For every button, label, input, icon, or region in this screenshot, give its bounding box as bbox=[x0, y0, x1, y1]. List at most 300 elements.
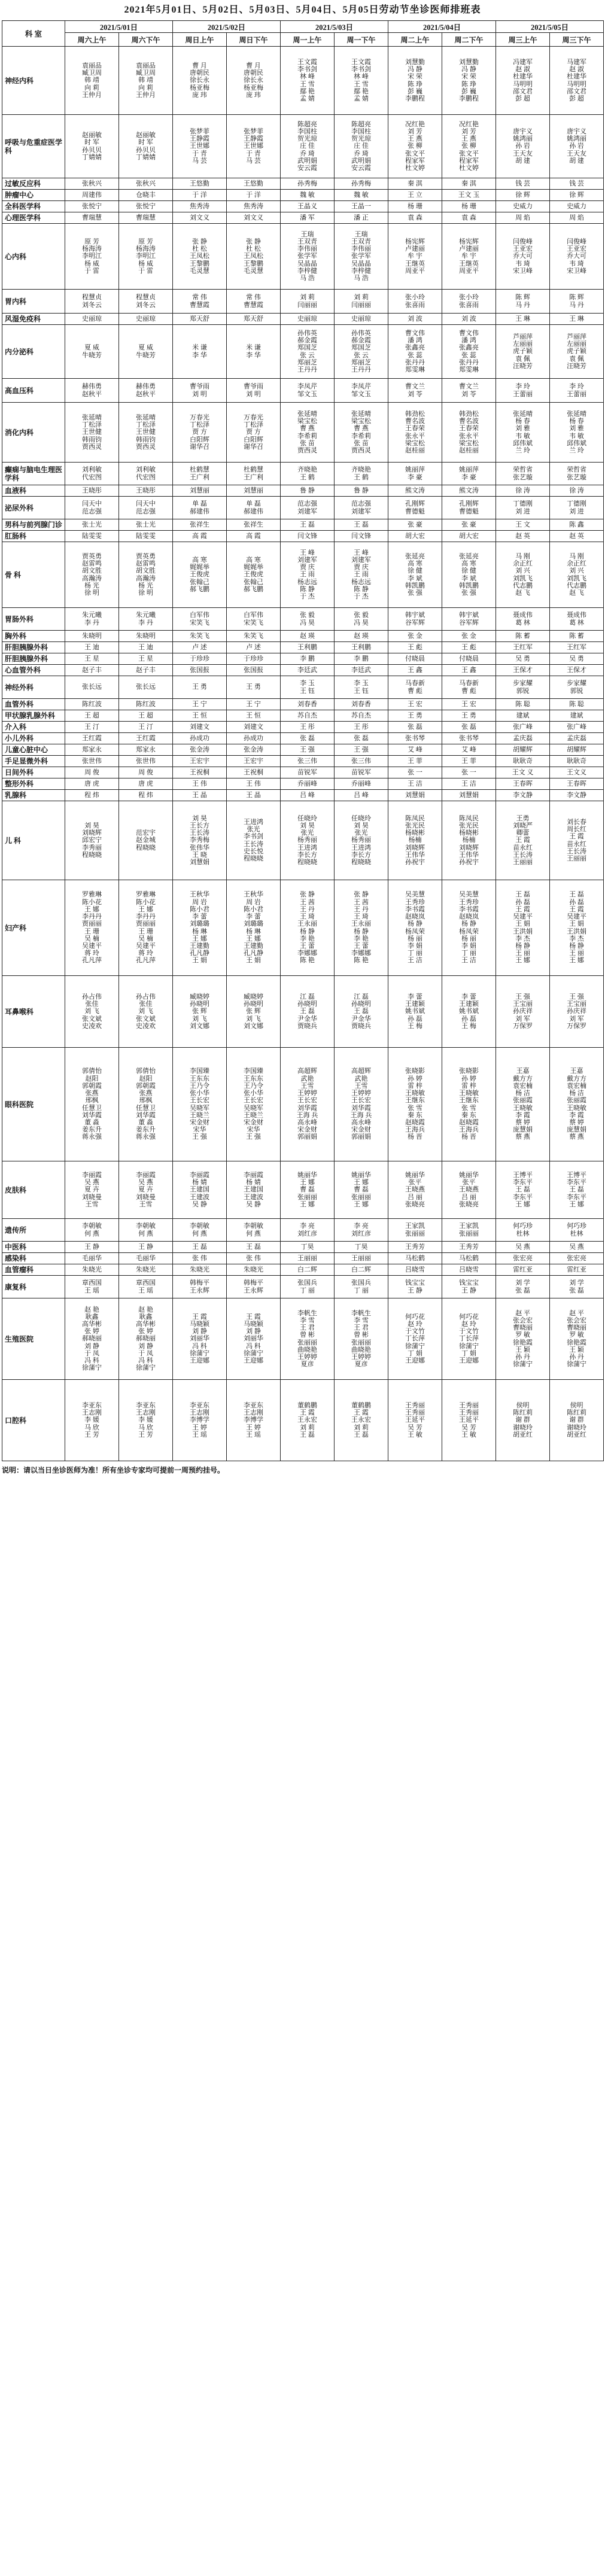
session-cell bbox=[119, 608, 173, 631]
session-cell bbox=[173, 190, 227, 201]
doctor-name: 张士光 bbox=[136, 521, 156, 528]
doctor-name: 曹名波 bbox=[459, 418, 479, 425]
doctor-name: 吕 丽 bbox=[408, 1193, 422, 1201]
doctor-name: 王宏宇 bbox=[190, 757, 210, 765]
session-cell bbox=[65, 733, 119, 744]
doctor-name: 何巧珍 bbox=[567, 1222, 587, 1230]
dept-name: 血管外科 bbox=[2, 699, 65, 710]
doctor-name: 宋金财 bbox=[244, 1118, 264, 1126]
session-cell bbox=[227, 880, 281, 976]
session-cell bbox=[119, 733, 173, 744]
doctor-name: 毛灵慧 bbox=[190, 267, 210, 275]
doctor-name: 王 晓 bbox=[192, 851, 207, 859]
doctor-name: 刘建文 bbox=[244, 723, 264, 731]
dept-name: 肝胆胰腺外科 bbox=[2, 642, 65, 653]
doctor-name: 建斌 bbox=[570, 711, 583, 719]
doctor-name: 宋卫峰 bbox=[567, 267, 587, 275]
session-cell bbox=[65, 379, 119, 403]
doctor-name: 王世健 bbox=[82, 428, 102, 436]
doctor-name: 程 炜 bbox=[84, 791, 99, 799]
session-cell bbox=[281, 497, 335, 519]
session-cell bbox=[442, 47, 496, 115]
dept-row bbox=[2, 733, 604, 744]
doctor-name: 冯 静 bbox=[408, 66, 422, 74]
session-cell bbox=[119, 403, 173, 463]
dept-row bbox=[2, 212, 604, 224]
doctor-name: 孙庆祥 bbox=[567, 1008, 587, 1015]
doctor-name: 赫伟勇 bbox=[136, 383, 156, 391]
session-cell bbox=[227, 642, 281, 653]
doctor-name: 王 磊 bbox=[192, 1243, 207, 1251]
session-cell bbox=[388, 115, 442, 178]
session-cell bbox=[496, 542, 550, 608]
session-cell bbox=[496, 497, 550, 519]
doctor-name: 周 焰 bbox=[515, 214, 530, 221]
doctor-name: 王伟华 bbox=[459, 851, 479, 859]
doctor-name: 张祥生 bbox=[190, 521, 210, 528]
doctor-name: 刘 静 bbox=[246, 1328, 261, 1336]
doctor-name: 夏 威 bbox=[138, 344, 153, 352]
doctor-name: 王丹丹 bbox=[351, 366, 372, 373]
session-cell bbox=[335, 1298, 388, 1380]
doctor-name: 王瑞 bbox=[354, 230, 368, 238]
doctor-name: 李 豪 bbox=[408, 473, 422, 481]
dept-row bbox=[2, 379, 604, 403]
doctor-name: 范志强 bbox=[351, 500, 372, 508]
doctor-name: 曹德魁 bbox=[459, 507, 479, 515]
dept-name: 中医科 bbox=[2, 1242, 65, 1253]
session-cell bbox=[496, 1264, 550, 1276]
doctor-name: 王建国 bbox=[190, 1186, 210, 1194]
session-cell bbox=[227, 379, 281, 403]
doctor-name: 杨 静 bbox=[515, 942, 530, 950]
doctor-name: 韦 琦 bbox=[569, 260, 584, 267]
doctor-name: 唐宇义 bbox=[513, 127, 533, 135]
doctor-name: 王东东 bbox=[244, 1075, 264, 1082]
doctor-name: 杨亚梅 bbox=[244, 84, 264, 92]
doctor-name: 朱晓光 bbox=[244, 1266, 264, 1273]
dept-row bbox=[2, 778, 604, 790]
doctor-name: 杜 松 bbox=[192, 245, 207, 253]
doctor-name: 孙占伟 bbox=[136, 993, 156, 1000]
doctor-name: 徐蒲宁 bbox=[459, 1342, 479, 1350]
session-cell bbox=[335, 1276, 388, 1298]
doctor-name: 杨 晋 bbox=[461, 1133, 476, 1141]
doctor-name: 韩梅平 bbox=[190, 1279, 210, 1287]
doctor-name: 朱晓光 bbox=[190, 1266, 210, 1273]
doctor-name: 王双青 bbox=[297, 238, 318, 245]
session-cell bbox=[388, 403, 442, 463]
doctor-name: 张秋兴 bbox=[82, 180, 102, 187]
doctor-name: 张悦宁 bbox=[82, 202, 102, 210]
session-cell bbox=[388, 778, 442, 790]
session-cell bbox=[550, 699, 604, 710]
session-cell bbox=[550, 642, 604, 653]
doctor-name: 闫俊峰 bbox=[567, 238, 587, 245]
session-cell bbox=[550, 485, 604, 497]
doctor-name: 徐 健 bbox=[408, 567, 422, 575]
doctor-name: 于 洋 bbox=[192, 191, 207, 199]
doctor-name: 刘 雅 bbox=[569, 425, 584, 433]
session-cell bbox=[442, 744, 496, 756]
dept-row bbox=[2, 201, 604, 212]
doctor-name: 曹 燕 bbox=[354, 425, 369, 433]
session-cell bbox=[281, 463, 335, 485]
doctor-name: 陈 辉 bbox=[569, 294, 584, 302]
doctor-name: 李书剑 bbox=[244, 833, 264, 841]
doctor-name: 左丽丽 bbox=[513, 340, 533, 348]
doctor-name: 徐 辉 bbox=[515, 191, 530, 199]
doctor-name: 王凤松 bbox=[244, 253, 264, 260]
doctor-name: 雷红亚 bbox=[513, 1266, 533, 1273]
doctor-name: 贾 方 bbox=[246, 428, 261, 436]
doctor-name: 李 斌 bbox=[408, 574, 422, 582]
doctor-name: 吴晶晶 bbox=[351, 260, 372, 267]
doctor-name: 王 迪 bbox=[138, 643, 153, 651]
doctor-name: 王 磊 bbox=[300, 521, 315, 528]
doctor-name: 孔凡萍 bbox=[82, 957, 102, 965]
session-cell bbox=[281, 653, 335, 665]
doctor-name: 张小华 bbox=[244, 1090, 264, 1097]
doctor-name: 彭 超 bbox=[515, 95, 530, 102]
doctor-name: 耿鑫 bbox=[85, 1313, 99, 1321]
doctor-name: 王晓燕 bbox=[405, 1186, 425, 1194]
doctor-name: 张悦宁 bbox=[136, 202, 156, 210]
doctor-name: 张宏亮 bbox=[513, 1254, 533, 1262]
session-cell bbox=[335, 1253, 388, 1264]
session-cell bbox=[496, 756, 550, 767]
doctor-name: 马春新 bbox=[405, 680, 425, 688]
session-cell bbox=[65, 756, 119, 767]
doctor-name: 陈 蓄 bbox=[569, 632, 584, 640]
doctor-name: 杨 洁 bbox=[569, 1090, 584, 1097]
session-cell bbox=[335, 608, 388, 631]
doctor-name: 毛丽华 bbox=[136, 1254, 156, 1262]
doctor-name: 张喜雨 bbox=[405, 301, 425, 309]
doctor-name: 曹 磊 bbox=[300, 1186, 315, 1194]
doctor-name: 杨 珊 bbox=[408, 202, 422, 210]
doctor-name: 王秀丽 bbox=[459, 1409, 479, 1417]
dept-name: 介入科 bbox=[2, 722, 65, 733]
session-cell bbox=[173, 542, 227, 608]
doctor-name: 赵 艳 bbox=[138, 1306, 153, 1313]
doctor-name: 王 静 bbox=[138, 1243, 153, 1251]
session-cell bbox=[119, 497, 173, 519]
doctor-name: 戴方方 bbox=[513, 1075, 533, 1082]
session-cell bbox=[65, 722, 119, 733]
doctor-name: 王 瑶 bbox=[246, 1431, 261, 1438]
dept-row bbox=[2, 699, 604, 710]
doctor-name: 孔凡静 bbox=[244, 950, 264, 957]
doctor-name: 孙秀梅 bbox=[297, 180, 318, 187]
doctor-name: 张小玲 bbox=[459, 294, 479, 302]
doctor-name: 吴建平 bbox=[513, 913, 533, 921]
doctor-name: 陈凤民 bbox=[459, 814, 479, 822]
doctor-name: 王文 义 bbox=[512, 768, 534, 776]
doctor-name: 高永峰 bbox=[351, 1118, 372, 1126]
doctor-name: 杨 婧 bbox=[192, 1179, 207, 1187]
doctor-name: 郑家永 bbox=[136, 746, 156, 753]
doctor-name: 付晓晨 bbox=[405, 655, 425, 662]
doctor-name: 王保才 bbox=[567, 666, 587, 674]
session-cell bbox=[173, 778, 227, 790]
doctor-name: 王 娜 bbox=[300, 1200, 315, 1208]
dept-name: 癫痫与脑电生理医学科 bbox=[2, 463, 65, 485]
session-cell bbox=[281, 1276, 335, 1298]
doctor-name: 贾丽丽 bbox=[136, 920, 156, 928]
doctor-name: 陈 艳 bbox=[354, 957, 369, 965]
session-cell bbox=[550, 710, 604, 722]
doctor-name: 张延亮 bbox=[459, 552, 479, 560]
doctor-name: 朱晓光 bbox=[82, 1266, 102, 1273]
session-cell bbox=[442, 653, 496, 665]
doctor-name: 秦 淇 bbox=[461, 180, 476, 187]
doctor-name: 张国兵 bbox=[351, 1279, 372, 1287]
doctor-name: 刘文义 bbox=[244, 214, 264, 221]
doctor-name: 袁 佩 bbox=[515, 355, 530, 363]
doctor-name: 刘 昊 bbox=[192, 814, 207, 822]
doctor-name: 杨 静 bbox=[300, 927, 315, 935]
doctor-name: 马 芸 bbox=[192, 157, 207, 165]
doctor-name: 李梓健 bbox=[351, 267, 372, 275]
doctor-name: 杜建华 bbox=[567, 73, 587, 81]
doctor-name: 马晓颖 bbox=[190, 1320, 210, 1328]
doctor-name: 张 一 bbox=[408, 768, 422, 776]
doctor-name: 范志强 bbox=[82, 507, 102, 515]
doctor-name: 王丽丽 bbox=[351, 1254, 372, 1262]
doctor-name: 张 蕊 bbox=[408, 351, 422, 359]
doctor-name: 王天友 bbox=[513, 150, 533, 157]
session-cell bbox=[281, 744, 335, 756]
doctor-name: 王红霞 bbox=[82, 734, 102, 742]
doctor-name: 闫文锋 bbox=[351, 532, 372, 540]
doctor-name: 万春光 bbox=[190, 413, 210, 421]
doctor-name: 艾 峰 bbox=[461, 746, 476, 753]
session-cell bbox=[227, 47, 281, 115]
session-cell bbox=[227, 497, 281, 519]
doctor-name: 原 芳 bbox=[138, 238, 153, 245]
doctor-name: 潘 正 bbox=[354, 214, 369, 221]
doctor-name: 王嘉 bbox=[570, 1067, 583, 1075]
doctor-name: 夏彦 bbox=[354, 1361, 368, 1368]
doctor-name: 赵 飞 bbox=[515, 589, 530, 597]
session-cell bbox=[281, 880, 335, 976]
doctor-name: 张 云 bbox=[300, 351, 315, 359]
session-cell bbox=[281, 325, 335, 379]
doctor-name: 张广峰 bbox=[567, 723, 587, 731]
doctor-name: 王 珊 bbox=[84, 927, 99, 935]
doctor-name: 王海兵 bbox=[459, 1126, 479, 1134]
date-header: 2021/5/01日 bbox=[65, 21, 173, 33]
session-cell bbox=[550, 631, 604, 642]
doctor-name: 孙 岩 bbox=[569, 142, 584, 150]
doctor-name: 王 彪 bbox=[408, 643, 422, 651]
doctor-name: 兰 玲 bbox=[515, 446, 530, 454]
doctor-name: 张长远 bbox=[82, 683, 102, 691]
doctor-name: 汪晓芳 bbox=[567, 362, 587, 370]
doctor-name: 王 彪 bbox=[461, 643, 476, 651]
doctor-name: 王 磊 bbox=[354, 1008, 369, 1015]
doctor-name: 徐 明 bbox=[84, 589, 99, 597]
session-cell bbox=[281, 976, 335, 1048]
doctor-name: 刘华霞 bbox=[136, 1111, 156, 1119]
doctor-name: 王 星 bbox=[138, 655, 153, 662]
doctor-name: 王 燕 bbox=[408, 135, 422, 143]
session-cell bbox=[335, 722, 388, 733]
doctor-name: 王 霞 bbox=[515, 837, 530, 844]
dept-row bbox=[2, 1161, 604, 1219]
session-cell bbox=[119, 290, 173, 314]
session-cell bbox=[388, 631, 442, 642]
doctor-name: 赵晓霞 bbox=[405, 1118, 425, 1126]
doctor-name: 赵秋平 bbox=[136, 390, 156, 398]
doctor-name: 贾 庆 bbox=[300, 564, 315, 571]
session-cell bbox=[281, 290, 335, 314]
doctor-name: 何 燕 bbox=[84, 1230, 99, 1237]
doctor-name: 李鹏程 bbox=[405, 95, 425, 102]
session-cell bbox=[227, 976, 281, 1048]
doctor-name: 徐艳霞 bbox=[513, 1339, 533, 1346]
session-cell bbox=[335, 676, 388, 699]
doctor-name: 韩 靖 bbox=[84, 77, 99, 84]
session-cell bbox=[388, 608, 442, 631]
session-cell bbox=[550, 379, 604, 403]
session-cell bbox=[281, 756, 335, 767]
session-cell bbox=[173, 115, 227, 178]
doctor-name: 李 蕾 bbox=[192, 913, 207, 921]
doctor-name: 史长悦 bbox=[244, 847, 264, 855]
doctor-name: 乔 琦 bbox=[354, 150, 369, 157]
doctor-name: 孔凡萍 bbox=[136, 957, 156, 965]
doctor-name: 袁 森 bbox=[461, 214, 476, 221]
session-cell bbox=[173, 47, 227, 115]
session-cell bbox=[550, 463, 604, 485]
doctor-name: 王 茜 bbox=[354, 898, 369, 906]
session-cell bbox=[550, 47, 604, 115]
doctor-name: 郭丽娟 bbox=[297, 1133, 318, 1141]
doctor-name: 张翰己 bbox=[190, 578, 210, 586]
doctor-name: 任晓玲 bbox=[351, 814, 372, 822]
session-cell bbox=[119, 744, 173, 756]
doctor-name: 李博学 bbox=[244, 1416, 264, 1424]
doctor-name: 李娜娜 bbox=[351, 950, 372, 957]
session-cell bbox=[496, 485, 550, 497]
session-cell bbox=[173, 699, 227, 710]
doctor-name: 高超辉 bbox=[297, 1067, 318, 1075]
doctor-name: 夏 卉 bbox=[84, 1186, 99, 1194]
session-cell bbox=[227, 1253, 281, 1264]
session-cell bbox=[281, 1298, 335, 1380]
doctor-name: 李朝敏 bbox=[136, 1222, 156, 1230]
doctor-name: 姚书斌 bbox=[405, 1008, 425, 1015]
dept-row bbox=[2, 608, 604, 631]
dept-name: 儿童心脏中心 bbox=[2, 744, 65, 756]
session-cell bbox=[227, 531, 281, 542]
doctor-name: 王进鸿 bbox=[297, 844, 318, 851]
doctor-name: 张 静 bbox=[300, 891, 315, 899]
doctor-name: 毛丽华 bbox=[82, 1254, 102, 1262]
doctor-name: 武明娟 bbox=[351, 157, 372, 165]
doctor-name: 刘 飞 bbox=[84, 1008, 99, 1015]
session-cell bbox=[388, 1161, 442, 1219]
doctor-name: 马晓颖 bbox=[244, 1320, 264, 1328]
doctor-name: 胡大宏 bbox=[459, 532, 479, 540]
doctor-name: 曹瑞慧 bbox=[82, 214, 102, 221]
doctor-name: 聂成伟 bbox=[567, 612, 587, 619]
doctor-name: 王 雨 bbox=[354, 571, 369, 579]
doctor-name: 王丽丽 bbox=[513, 859, 533, 866]
doctor-name: 雷 梓 bbox=[408, 1082, 422, 1090]
doctor-name: 刘华霞 bbox=[351, 1104, 372, 1112]
doctor-name: 王利鹏 bbox=[351, 643, 372, 651]
session-cell bbox=[65, 212, 119, 224]
doctor-name: 王 娜 bbox=[515, 957, 530, 965]
session-cell bbox=[496, 1219, 550, 1242]
doctor-name: 冯 科 bbox=[138, 1357, 153, 1364]
session-cell bbox=[335, 756, 388, 767]
session-cell bbox=[119, 47, 173, 115]
session-header: 周一上午 bbox=[281, 33, 335, 47]
dept-row bbox=[2, 519, 604, 531]
session-cell bbox=[388, 1276, 442, 1298]
doctor-name: 苏自杰 bbox=[297, 711, 318, 719]
session-cell bbox=[388, 642, 442, 653]
session-cell bbox=[227, 115, 281, 178]
session-cell bbox=[496, 778, 550, 790]
doctor-name: 戴方方 bbox=[567, 1075, 587, 1082]
dept-row bbox=[2, 880, 604, 976]
doctor-name: 孙 丹 bbox=[569, 1353, 584, 1361]
session-cell bbox=[442, 403, 496, 463]
doctor-name: 万保罗 bbox=[513, 1022, 533, 1030]
doctor-name: 郭朝霞 bbox=[82, 1082, 102, 1090]
session-cell bbox=[442, 1242, 496, 1253]
doctor-name: 牛晓芳 bbox=[136, 351, 156, 359]
session-cell bbox=[496, 224, 550, 290]
session-cell bbox=[173, 676, 227, 699]
doctor-name: 王红军 bbox=[567, 643, 587, 651]
doctor-name: 杨 威 bbox=[138, 260, 153, 267]
session-header-row bbox=[2, 33, 604, 47]
doctor-name: 张丽霞 bbox=[513, 1097, 533, 1105]
doctor-name: 徐长永 bbox=[190, 77, 210, 84]
doctor-name: 王 文 bbox=[515, 521, 530, 528]
session-cell bbox=[173, 642, 227, 653]
doctor-name: 赵阳 bbox=[85, 1075, 99, 1082]
doctor-name: 潘 鸿 bbox=[408, 337, 422, 345]
doctor-name: 武明娟 bbox=[297, 157, 318, 165]
doctor-name: 王 强 bbox=[515, 993, 530, 1000]
doctor-name: 蒋永强 bbox=[136, 1133, 156, 1141]
doctor-name: 雷红亚 bbox=[567, 1266, 587, 1273]
doctor-name: 吴 静 bbox=[246, 1200, 261, 1208]
session-cell bbox=[335, 631, 388, 642]
doctor-name: 丁德刚 bbox=[513, 500, 533, 508]
doctor-name: 单 磊 bbox=[192, 500, 207, 508]
session-cell bbox=[173, 1264, 227, 1276]
dept-header: 科 室 bbox=[2, 21, 65, 47]
doctor-name: 兰 玲 bbox=[569, 446, 584, 454]
doctor-name: 马 欣 bbox=[138, 1424, 153, 1431]
doctor-name: 张祥生 bbox=[244, 521, 264, 528]
doctor-name: 李亚东 bbox=[82, 1401, 102, 1409]
doctor-name: 王 霞 bbox=[569, 833, 584, 841]
doctor-name: 王广利 bbox=[244, 473, 264, 481]
doctor-name: 张丽丽 bbox=[297, 1339, 318, 1346]
doctor-name: 郝金霞 bbox=[351, 337, 372, 345]
doctor-name: 李 媛 bbox=[138, 1416, 153, 1424]
doctor-name: 王 娜 bbox=[84, 905, 99, 913]
